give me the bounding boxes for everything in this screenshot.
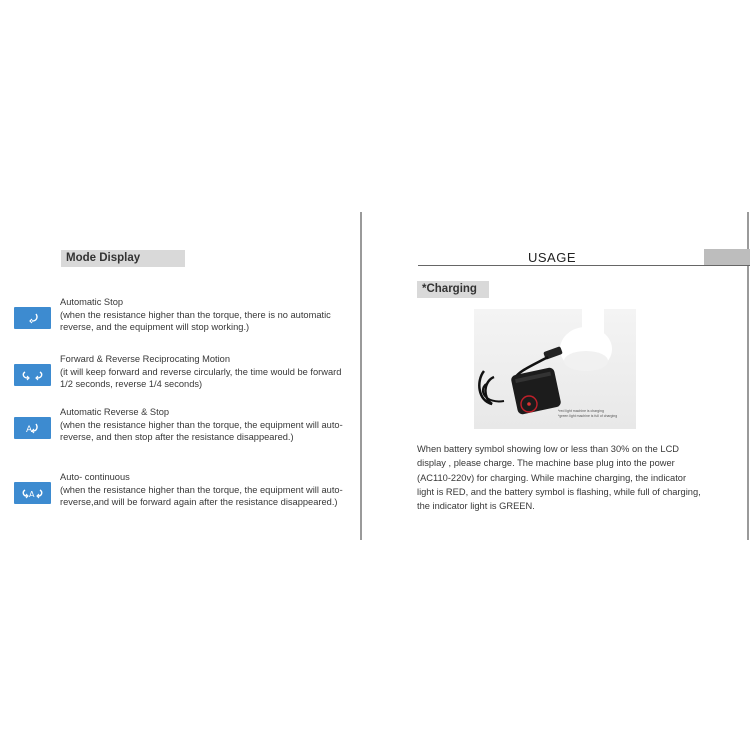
auto-reverse-stop-icon [14,417,51,439]
mode-text [60,296,355,334]
mode-title: Automatic Reverse & Stop [60,407,170,417]
charger-photo [474,309,636,429]
page-divider [360,212,362,540]
mode-title: Auto- continuous [60,472,130,482]
mode-description: (when the resistance higher than the torque, there is no automatic reverse, and the equipment will stop working.) [60,309,331,333]
photo-caption: *red light machine is charging *green light machine is full of charging [558,409,618,418]
auto-stop-icon [14,307,51,329]
mode-title: Automatic Stop [60,297,124,307]
mode-text [60,406,355,444]
auto-continuous-icon [14,482,51,504]
mode-description: (it will keep forward and reverse circularly, the time would be forward 1/2 seconds, reverse 1/4 seconds) [60,366,342,390]
mode-text [60,353,355,391]
svg-text:A: A [26,425,33,435]
mode-display-title: Mode Display [61,250,185,267]
usage-heading: USAGE [528,250,577,265]
heading-rule [418,265,750,266]
mode-title: Forward & Reverse Reciprocating Motion [60,354,230,364]
charging-instructions: When battery symbol showing low or less than 30% on the LCD display , please charge. The machine base plug into the power (AC110-220v) for charging. While machine charging, the indicator light is RED, and the battery symbol is flashing, while full of charging, the indicator light is GREEN. [417,444,701,512]
charging-title: *Charging [417,281,489,298]
svg-text:A: A [29,490,35,499]
page-tab [704,249,750,265]
mode-text [60,471,355,509]
reciprocating-icon [14,364,51,386]
mode-description: (when the resistance higher than the torque, the equipment will auto-reverse,and will be forward again after the resistance disappeared.) [60,484,343,508]
mode-description: (when the resistance higher than the torque, the equipment will auto-reverse, and then stop after the resistance disappeared.) [60,419,343,443]
